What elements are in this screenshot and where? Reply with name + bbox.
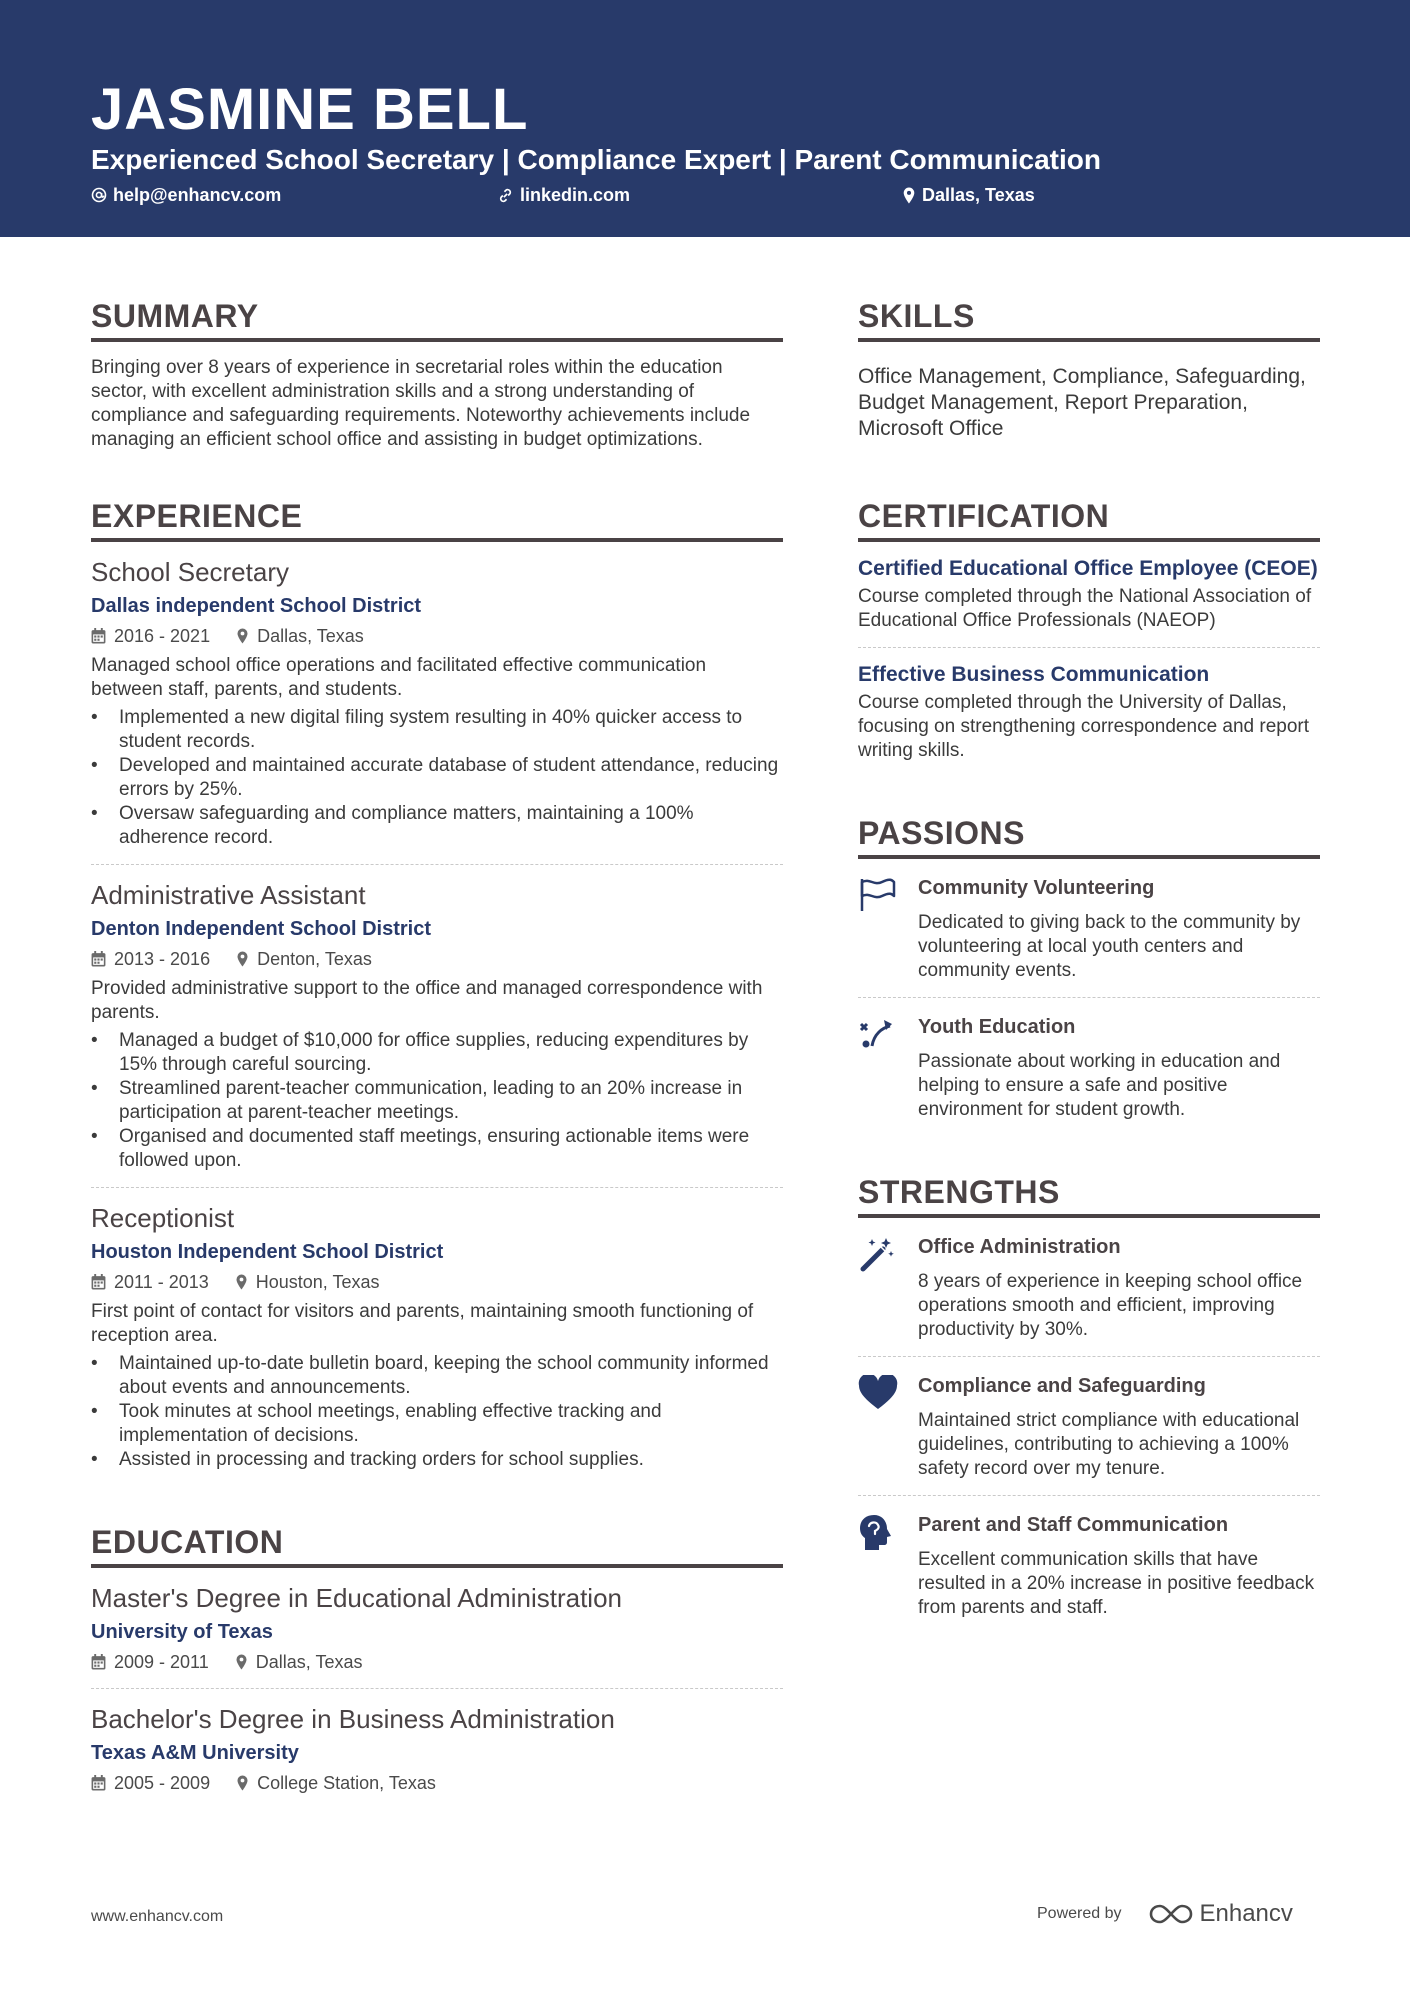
education-location	[235, 1650, 363, 1674]
strength-body	[918, 1512, 1320, 1620]
passions-heading: PASSIONS	[858, 813, 1320, 859]
certification-heading: CERTIFICATION	[858, 496, 1320, 542]
strategy-icon	[858, 1016, 896, 1052]
passions-section	[858, 813, 1320, 1136]
certification-title: Certified Educational Office Employee (CEOE)	[858, 557, 1318, 580]
strengths-section	[858, 1172, 1320, 1634]
certification-description: Course completed through the University of Dallas, focusing on strengthening correspondence and report writing skills.	[858, 692, 1310, 761]
school: University of Texas	[91, 1621, 273, 1643]
map-pin-icon	[236, 628, 249, 644]
job-dates-text: 2013 - 2016	[114, 949, 211, 969]
experience-item	[91, 542, 783, 865]
strength-title: Compliance and Safeguarding	[918, 1375, 1206, 1397]
job-location	[236, 947, 372, 971]
experience-section	[91, 496, 783, 1486]
map-pin-icon	[235, 1654, 248, 1670]
contact-location	[902, 183, 1035, 207]
head-icon	[858, 1514, 894, 1552]
job-bullets	[91, 706, 783, 850]
footer-website[interactable]: www.enhancv.com	[91, 1908, 224, 1925]
job-bullet: • Took minutes at school meetings, enabling effective tracking and implementation of decisions.	[91, 1400, 783, 1448]
map-pin-icon	[235, 1274, 248, 1290]
job-bullet: • Streamlined parent-teacher communication, leading to an 20% increase in participation at parent-teacher meetings.	[91, 1077, 783, 1125]
job-description: Managed school office operations and facilitated effective communication between staff, parents, and students.	[91, 655, 707, 700]
resume-header	[0, 0, 1410, 237]
contact-linkedin[interactable]	[497, 183, 630, 207]
strength-icon-wrap	[858, 1512, 918, 1620]
education-meta	[91, 1771, 783, 1795]
brand-name: Enhancv	[1199, 1900, 1293, 1927]
strength-body	[918, 1373, 1320, 1481]
calendar-icon	[91, 1654, 106, 1670]
left-column	[91, 296, 783, 1853]
job-bullet: • Implemented a new digital filing system resulting in 40% quicker access to student records.	[91, 706, 783, 754]
strength-icon-wrap	[858, 1234, 918, 1342]
footer-branding	[1037, 1900, 1293, 1928]
education-heading: EDUCATION	[91, 1522, 783, 1568]
passion-body	[918, 1014, 1320, 1122]
certification-description: Course completed through the National Association of Educational Office Professionals (NAEOP)	[858, 586, 1312, 631]
degree: Master's Degree in Educational Administration	[91, 1583, 623, 1613]
right-column	[858, 296, 1320, 1678]
job-role: School Secretary	[91, 557, 289, 587]
job-bullet: • Organised and documented staff meetings, ensuring actionable items were followed upon.	[91, 1125, 783, 1173]
link-icon	[497, 187, 514, 204]
job-meta	[91, 1270, 783, 1294]
job-meta	[91, 947, 783, 971]
passion-description: Dedicated to giving back to the community by volunteering at local youth centers and community events.	[918, 912, 1301, 981]
education-item	[91, 1689, 783, 1809]
job-company: Denton Independent School District	[91, 918, 432, 940]
education-dates	[91, 1650, 209, 1674]
summary-text: Bringing over 8 years of experience in secretarial roles within the education sector, with excellent administration skills and a strong understanding of compliance and safeguarding requirements. Noteworthy achievements include managing an efficient school office and assisting in budget optimizations.	[91, 357, 751, 450]
magic-wand-icon	[858, 1236, 896, 1274]
candidate-title: Experienced School Secretary | Compliance Expert | Parent Communication	[91, 144, 1101, 175]
strength-item	[858, 1218, 1320, 1357]
job-company: Houston Independent School District	[91, 1241, 444, 1263]
skills-section	[858, 296, 1320, 442]
school: Texas A&M University	[91, 1742, 299, 1764]
education-item	[91, 1568, 783, 1689]
job-location-text: Houston, Texas	[255, 1272, 380, 1292]
passion-title: Youth Education	[918, 1016, 1076, 1038]
experience-heading: EXPERIENCE	[91, 496, 783, 542]
calendar-icon	[91, 951, 106, 967]
strength-description: Maintained strict compliance with educational guidelines, contributing to achieving a 100% safety record over my tenure.	[918, 1410, 1300, 1479]
contact-location-text: Dallas, Texas	[922, 185, 1035, 205]
job-bullets	[91, 1029, 783, 1173]
strength-item	[858, 1496, 1320, 1634]
job-location-text: Denton, Texas	[257, 949, 372, 969]
certification-item	[858, 648, 1320, 777]
education-meta	[91, 1650, 783, 1674]
job-meta	[91, 624, 783, 648]
experience-item	[91, 1188, 783, 1486]
job-dates	[91, 624, 210, 648]
certification-section	[858, 496, 1320, 777]
passion-title: Community Volunteering	[918, 877, 1155, 899]
passion-body	[918, 875, 1320, 983]
job-role: Receptionist	[91, 1203, 235, 1233]
job-dates	[91, 1270, 209, 1294]
education-dates-text: 2005 - 2009	[114, 1773, 211, 1793]
candidate-name: JASMINE BELL	[91, 77, 529, 142]
experience-item	[91, 865, 783, 1188]
strength-description: 8 years of experience in keeping school office operations smooth and efficient, improving productivity by 30%.	[918, 1271, 1303, 1340]
strength-item	[858, 1357, 1320, 1496]
map-pin-icon	[902, 187, 916, 204]
passion-icon-wrap	[858, 1014, 918, 1122]
strength-icon-wrap	[858, 1373, 918, 1481]
job-bullet: • Assisted in processing and tracking orders for school supplies.	[91, 1448, 783, 1472]
strength-body	[918, 1234, 1320, 1342]
certification-item	[858, 542, 1320, 648]
contact-email-text: help@enhancv.com	[113, 185, 282, 205]
passion-icon-wrap	[858, 875, 918, 983]
job-bullet: • Developed and maintained accurate database of student attendance, reducing errors by 25%.	[91, 754, 783, 802]
job-location	[236, 624, 364, 648]
job-dates-text: 2011 - 2013	[114, 1272, 209, 1292]
strengths-heading: STRENGTHS	[858, 1172, 1320, 1218]
passion-description: Passionate about working in education and helping to ensure a safe and positive environment for student growth.	[918, 1051, 1281, 1120]
job-bullet: • Maintained up-to-date bulletin board, keeping the school community informed about events and announcements.	[91, 1352, 783, 1400]
strength-title: Office Administration	[918, 1236, 1121, 1258]
degree: Bachelor's Degree in Business Administration	[91, 1704, 615, 1734]
map-pin-icon	[236, 951, 249, 967]
job-role: Administrative Assistant	[91, 880, 366, 910]
heart-icon	[858, 1375, 898, 1411]
powered-by-text: Powered by	[1037, 1905, 1122, 1922]
certification-title: Effective Business Communication	[858, 663, 1210, 686]
calendar-icon	[91, 1775, 106, 1791]
job-bullet: • Oversaw safeguarding and compliance matters, maintaining a 100% adherence record.	[91, 802, 783, 850]
map-pin-icon	[236, 1775, 249, 1791]
education-location-text: College Station, Texas	[257, 1773, 436, 1793]
education-dates-text: 2009 - 2011	[114, 1652, 209, 1672]
contact-linkedin-text: linkedin.com	[520, 185, 631, 205]
education-section	[91, 1522, 783, 1809]
education-location-text: Dallas, Texas	[255, 1652, 363, 1672]
calendar-icon	[91, 1274, 106, 1290]
passion-item	[858, 859, 1320, 998]
education-location	[236, 1771, 436, 1795]
summary-heading: SUMMARY	[91, 296, 783, 342]
at-icon	[91, 187, 107, 203]
flag-icon	[858, 877, 896, 911]
education-dates	[91, 1771, 210, 1795]
passion-item	[858, 998, 1320, 1136]
job-description: Provided administrative support to the office and managed correspondence with parents.	[91, 978, 763, 1023]
job-location	[235, 1270, 380, 1294]
skills-heading: SKILLS	[858, 296, 1320, 342]
skills-text: Office Management, Compliance, Safeguarding, Budget Management, Report Preparation, Microsoft Office	[858, 365, 1306, 440]
job-dates-text: 2016 - 2021	[114, 626, 211, 646]
summary-section	[91, 296, 783, 452]
infinity-logo-icon	[1148, 1902, 1194, 1926]
job-description: First point of contact for visitors and parents, maintaining smooth functioning of reception area.	[91, 1301, 754, 1346]
job-company: Dallas independent School District	[91, 595, 422, 617]
strength-description: Excellent communication skills that have resulted in a 20% increase in positive feedback from parents and staff.	[918, 1549, 1315, 1618]
job-bullets	[91, 1352, 783, 1472]
job-bullet: • Managed a budget of $10,000 for office supplies, reducing expenditures by 15% through careful sourcing.	[91, 1029, 783, 1077]
calendar-icon	[91, 628, 106, 644]
job-location-text: Dallas, Texas	[257, 626, 364, 646]
contact-email[interactable]	[91, 183, 281, 207]
strength-title: Parent and Staff Communication	[918, 1514, 1229, 1536]
job-dates	[91, 947, 210, 971]
enhancv-logo[interactable]	[1148, 1900, 1293, 1928]
